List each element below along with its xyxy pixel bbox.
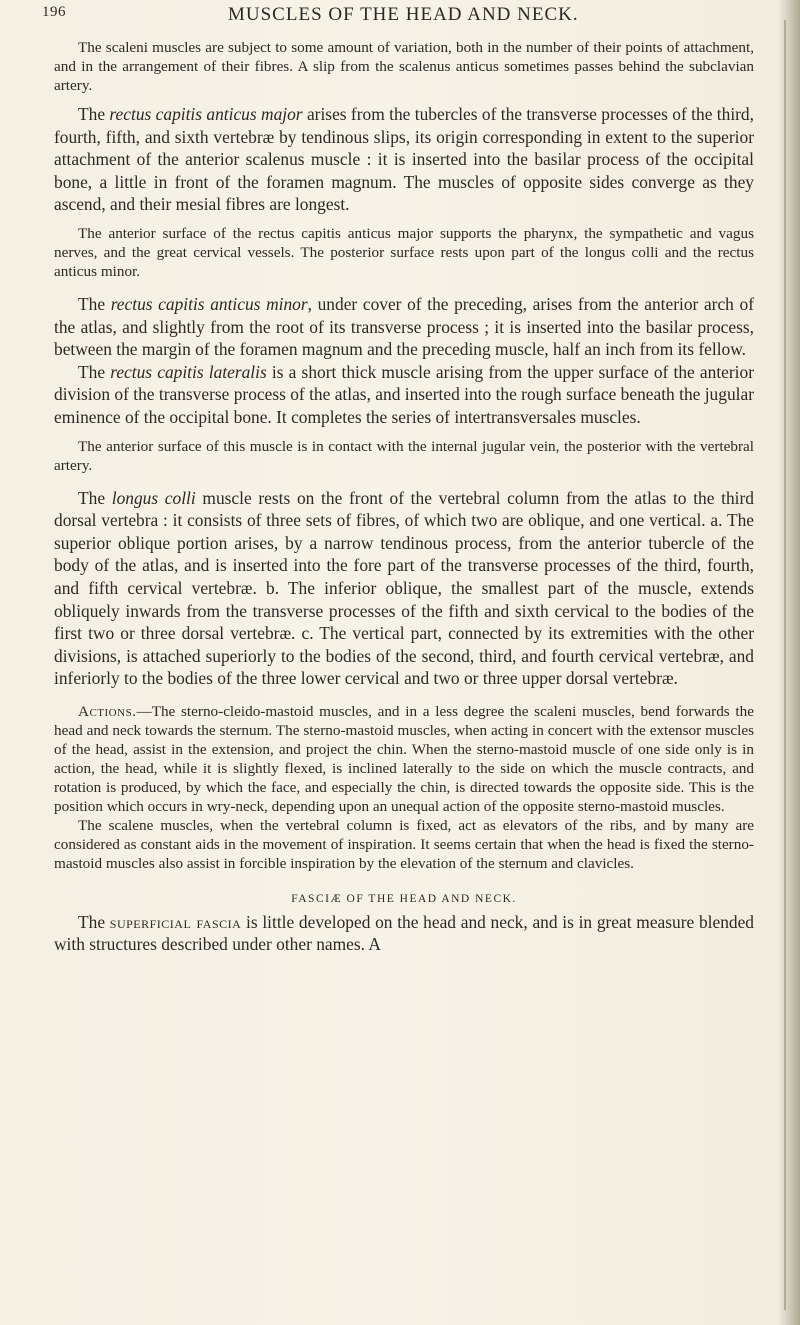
paragraph-rectus-lateralis-relations: The anterior surface of this muscle is in contact with the internal jugular vein, the posterior with the vertebral artery. <box>54 437 754 474</box>
text-run: muscle rests on the front of the vertebral column from the atlas to the third dorsal vertebra : it consists of three sets of fibres, of which two are oblique, and one vertical. a. The superior oblique portion arises, by a narrow tendinous process, from the anterior tubercle of the body of the atlas, and is inserted into the fore part of the transverse processes of the third, fourth, and fifth cervical vertebræ. b. The inferior oblique, the smallest part of the muscle, extends obliquely inwards from the transverse processes of the fifth and sixth cervical to the bodies of the first two or three dorsal vertebræ. c. The vertical part, connected by its extremities with the other divisions, is attached superiorly to the bodies of the second, third, and fourth cervical vertebræ, and inferiorly to the bodies of the three lower cervical and two or three upper dorsal vertebræ. <box>54 487 754 689</box>
section-heading-fasciae: FASCIÆ OF THE HEAD AND NECK. <box>291 892 517 905</box>
paragraph-rectus-lateralis <box>54 361 754 429</box>
running-title: MUSCLES OF THE HEAD AND NECK. <box>228 4 579 25</box>
muscle-term-longus-colli: longus colli <box>111 487 196 508</box>
paragraph-superficial-fascia <box>54 911 754 956</box>
page-edge-shadow <box>778 0 800 1325</box>
muscle-term-rectus-minor: rectus capitis anticus minor <box>110 293 308 314</box>
paragraph-longus-colli <box>54 487 754 690</box>
muscle-term-rectus-major: rectus capitis anticus major <box>109 104 303 124</box>
paragraph-actions <box>54 702 754 816</box>
text-run: The <box>78 104 110 124</box>
page-fold-line <box>784 20 786 1310</box>
text-run: is little developed on the head and neck, and is in great measure blended with structures described under other names. A <box>54 911 755 955</box>
text-run: is a short thick muscle arising from the upper surface of the anterior division of the transverse process of the atlas, and inserted into the rough surface beneath the jugular eminence of the occipital bone. It completes the series of intertransversales muscles. <box>54 361 754 427</box>
page-body <box>54 38 754 956</box>
paragraph-rectus-major <box>54 103 754 216</box>
muscle-term-rectus-lateralis: rectus capitis lateralis <box>110 361 267 382</box>
text-run: The <box>78 911 110 932</box>
actions-lead: Actions. <box>78 702 137 720</box>
paragraph-rectus-minor <box>54 293 754 361</box>
text-run: , under cover of the preceding, arises from the anterior arch of the atlas, and slightly from the root of its transverse process ; it is inserted into the basilar process, between the margin of the foramen magnum and the preceding muscle, half an inch from its fellow. <box>54 293 754 360</box>
text-run: The <box>78 361 111 382</box>
paragraph-scalene-actions: The scalene muscles, when the vertebral column is fixed, act as elevators of the ribs, and by many are considered as constant aids in the movement of inspiration. It seems certain that when the head is fixed the sterno-mastoid muscles also assist in forcible inspiration by the elevation of the sternum and clavicles. <box>54 816 754 872</box>
text-run: —The sterno-cleido-mastoid muscles, and in a less degree the scaleni muscles, bend forwards the head and neck towards the sternum. The sterno-mastoid muscles, when acting in concert with the extensor muscles of the head, assist in the extension, and project the chin. When the sterno-mastoid muscle of one side only is in action, the head, while it is slightly flexed, is inclined laterally to the side on which the muscle contracts, and rotation is produced, by which the face, and especially the chin, is directed towards the opposite side. This is the position which occurs in wry-neck, depending upon an unequal action of the opposite sterno-mastoid muscles. <box>54 702 754 815</box>
page-number: 196 <box>42 4 66 20</box>
paragraph-scaleni-variation: The scaleni muscles are subject to some amount of variation, both in the number of their points of attachment, and in the arrangement of their fibres. A slip from the scalenus anticus sometimes passes behind the subclavian artery. <box>54 39 754 94</box>
superficial-fascia-term: superficial fascia <box>109 911 242 932</box>
paragraph-rectus-major-relations: The anterior surface of the rectus capitis anticus major supports the pharynx, the sympathetic and vagus nerves, and the great cervical vessels. The posterior surface rests upon part of the longus colli and the rectus anticus minor. <box>54 224 754 280</box>
text-run: arises from the tubercles of the transverse processes of the third, fourth, fifth, and sixth vertebræ by tendinous slips, its origin corresponding in extent to the superior attachment of the anterior scalenus muscle : it is inserted into the basilar process of the occipital bone, a little in front of the foramen magnum. The muscles of opposite sides converge as they ascend, and their mesial fibres are longest. <box>54 104 754 215</box>
text-run: The <box>78 293 111 314</box>
text-run: The <box>78 487 112 508</box>
